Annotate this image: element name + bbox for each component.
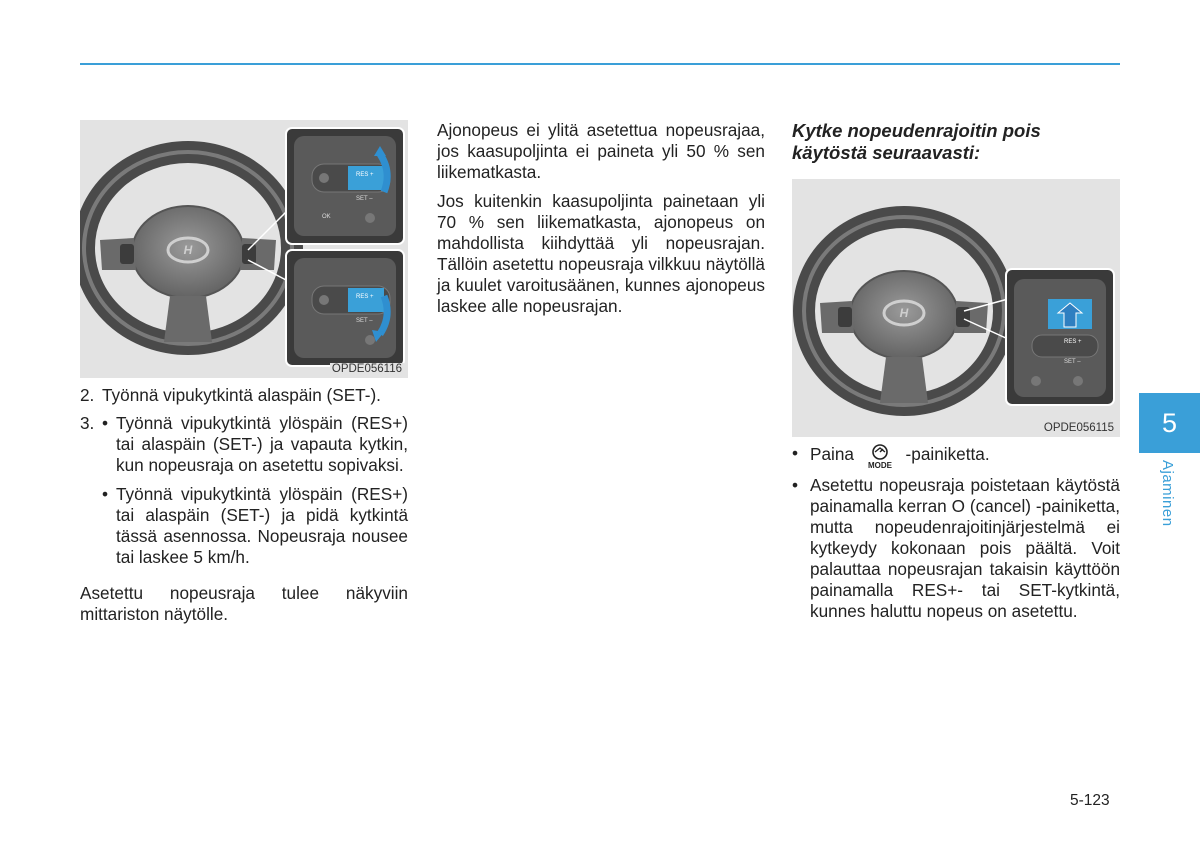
column-1 xyxy=(80,385,408,633)
svg-text:H: H xyxy=(183,243,193,257)
list-item-3 xyxy=(80,413,408,576)
svg-text:SET –: SET – xyxy=(356,318,373,324)
item-number: 3. xyxy=(80,413,95,433)
top-rule xyxy=(80,63,1120,65)
chapter-tab: 5 xyxy=(1139,393,1200,453)
page-number: 5-123 xyxy=(1070,792,1110,809)
column-2 xyxy=(437,120,765,325)
svg-text:SET –: SET – xyxy=(1064,359,1081,365)
inset xyxy=(1006,269,1114,405)
figure-code: OPDE056116 xyxy=(331,363,402,375)
chapter-label xyxy=(1150,460,1180,540)
sub-bullet-text: Työnnä vipukytkintä ylöspäin (RES+) tai alaspäin (SET-) ja vapauta kytkin, kun nopeusraja on asetettu sopivaksi. xyxy=(116,413,408,475)
figure-steering-wheel-right xyxy=(792,179,1120,437)
bullet-item: • Paina MODE -painiketta. xyxy=(792,443,990,469)
bullet-text: Asetettu nopeusraja poistetaan käytöstä painamalla kerran O (cancel) -painiketta, mutta nopeudenrajoitinjärjestelmä ei kytkeydy kokonaan pois päältä. Voit palauttaa nopeusrajan takaisin käyttöön painamalla RES+- tai SET-kytkintä, kunnes haluttu nopeus on asetettu. xyxy=(810,475,1120,621)
bullet-text: Paina xyxy=(810,444,854,464)
svg-text:RES +: RES + xyxy=(356,172,374,178)
item-text: Työnnä vipukytkintä alaspäin (SET-). xyxy=(102,385,381,405)
svg-text:SET –: SET – xyxy=(356,196,373,202)
svg-text:RES +: RES + xyxy=(1064,339,1082,345)
chapter-label-text: Ajaminen xyxy=(1159,460,1176,527)
inset-top xyxy=(286,128,404,244)
svg-text:RES +: RES + xyxy=(356,294,374,300)
steering-wheel-illustration xyxy=(80,120,408,378)
paragraph: Ajonopeus ei ylitä asetettua nopeusrajaa, jos kaasupoljinta ei paineta yli 50 % sen liikematkasta. xyxy=(437,120,765,182)
list-item-2 xyxy=(80,385,408,406)
column-3-text xyxy=(792,443,1120,628)
steering-wheel-illustration xyxy=(792,179,1120,437)
inset-bottom xyxy=(286,250,404,366)
svg-text:H: H xyxy=(899,306,909,320)
item-number: 2. xyxy=(80,385,95,405)
paragraph: Jos kuitenkin kaasupoljinta painetaan yli 70 % sen liikematkasta, ajonopeus on mahdollista kiihdyttää yli nopeusrajan. Tällöin asetettu nopeusraja vilkkuu näytöllä ja kuulet varoitusäänen, kunnes ajonopeus laskee alle nopeusrajan. xyxy=(437,191,765,316)
svg-text:MODE: MODE xyxy=(867,461,892,469)
svg-text:OK: OK xyxy=(322,214,331,220)
bullet-item: • Asetettu nopeusraja poistetaan käytöstä painamalla kerran O (cancel) -painiketta, mutta nopeudenrajoitinjärjestelmä ei kytkeydy kokonaan pois päältä. Voit palauttaa nopeusrajan takaisin käyttöön painamalla RES+- tai SET-kytkintä, kunnes haluttu nopeus on asetettu. xyxy=(792,475,1120,621)
mode-button-icon xyxy=(863,443,897,469)
sub-bullet: • Työnnä vipukytkintä ylöspäin (RES+) tai alaspäin (SET-) ja pidä kytkintä tässä asennossa. Nopeusraja nousee tai laskee 5 km/h. xyxy=(102,484,408,567)
figure-steering-wheel-left xyxy=(80,120,408,378)
sub-bullet-text: Työnnä vipukytkintä ylöspäin (RES+) tai alaspäin (SET-) ja pidä kytkintä tässä asennossa. Nopeusraja nousee tai laskee 5 km/h. xyxy=(116,484,408,567)
section-heading: Kytke nopeudenrajoitin pois käytöstä seuraavasti: xyxy=(792,120,1041,163)
figure-code: OPDE056115 xyxy=(1043,422,1114,434)
sub-bullet: • Työnnä vipukytkintä ylöspäin (RES+) tai alaspäin (SET-) ja vapauta kytkin, kun nopeusraja on asetettu sopivaksi. xyxy=(102,413,408,475)
paragraph: Asetettu nopeusraja tulee näkyviin mittariston näytölle. xyxy=(80,583,408,624)
bullet-text: -painiketta. xyxy=(905,444,990,464)
